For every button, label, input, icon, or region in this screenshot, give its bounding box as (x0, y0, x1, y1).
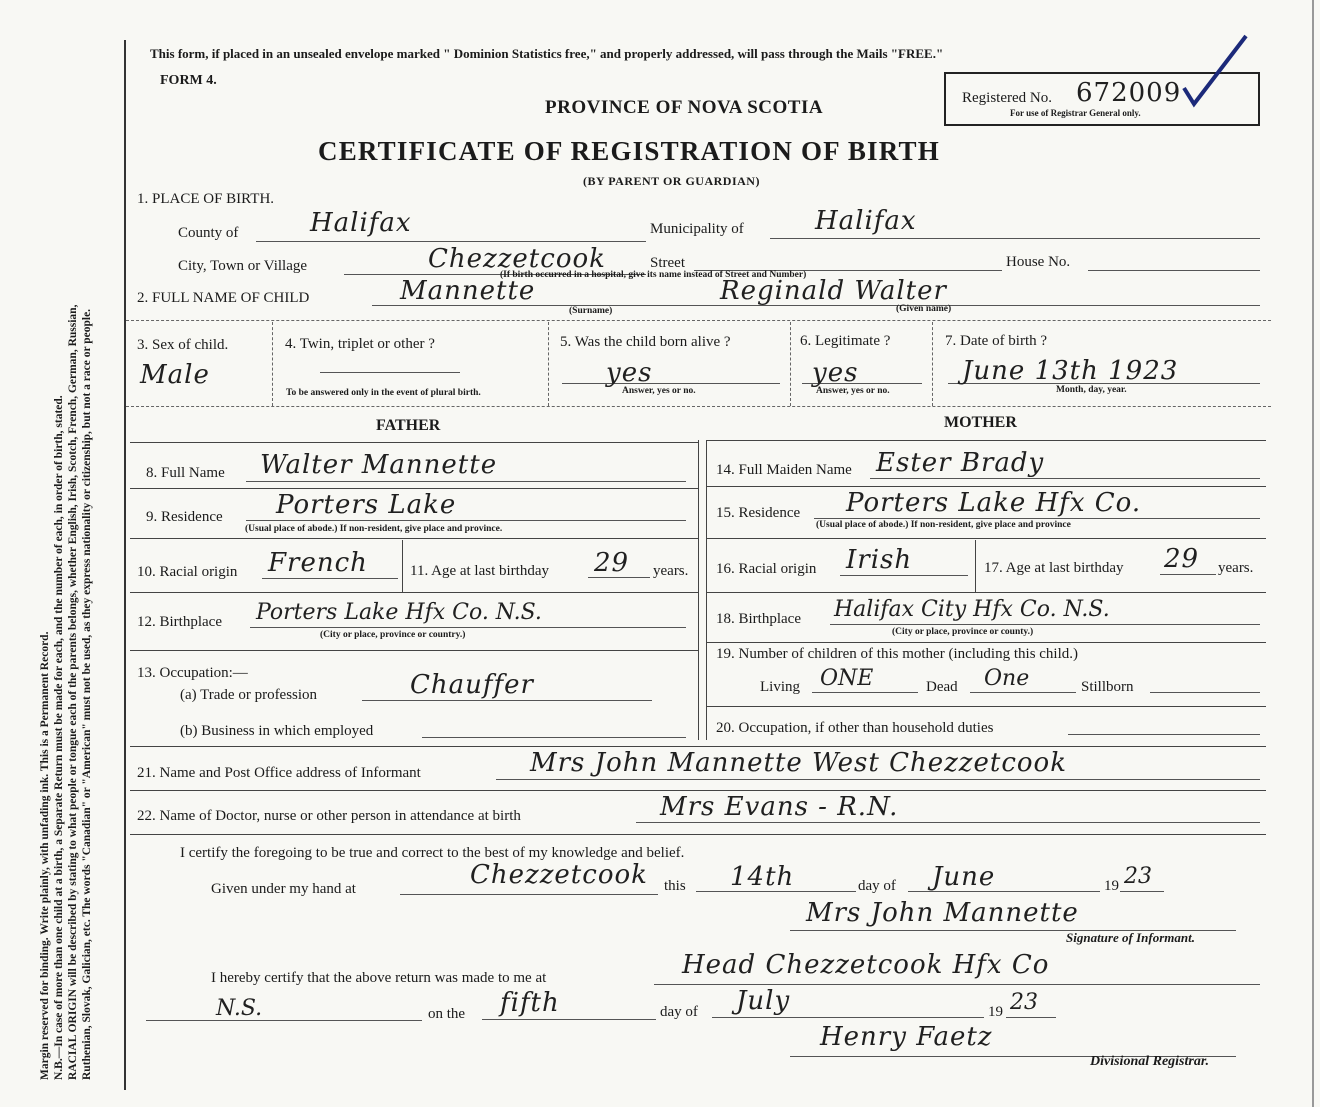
street-label: Street (650, 255, 685, 271)
year-prefix: 19 (1104, 878, 1119, 894)
city-label: City, Town or Village (178, 258, 308, 274)
father-racial-value: French (268, 548, 368, 578)
mother-occupation-label: 20. Occupation, if other than household duties (716, 720, 994, 736)
legitimate-value: yes (812, 358, 859, 388)
doctor-label: 22. Name of Doctor, nurse or other person in attendance at birth (137, 808, 521, 824)
alive-value: yes (606, 358, 653, 388)
father-city-note: (City or place, province or country.) (320, 630, 466, 640)
given-day-value: 14th (730, 862, 795, 892)
registrar-year-prefix: 19 (988, 1004, 1003, 1020)
mother-name-label: 14. Full Maiden Name (716, 462, 852, 478)
mother-birthplace-value: Halifax City Hfx Co. N.S. (834, 597, 1110, 622)
twin-note: To be answered only in the event of plural birth. (286, 388, 481, 398)
province-heading: PROVINCE OF NOVA SCOTIA (545, 97, 824, 118)
mother-age-value: 29 (1164, 544, 1200, 574)
hospital-note: (If birth occurred in a hospital, give its name instead of Street and Number) (500, 270, 807, 280)
father-trade-label: (a) Trade or profession (180, 687, 318, 703)
informant-signature: Mrs John Mannette (806, 898, 1079, 928)
father-years-label: years. (653, 563, 689, 579)
municipality-value: Halifax (815, 206, 917, 236)
registrar-year-value: 23 (1010, 990, 1038, 1015)
city-value: Chezzetcook (428, 244, 606, 274)
certificate-title: CERTIFICATE OF REGISTRATION OF BIRTH (318, 136, 940, 166)
given-month-value: June (932, 862, 996, 892)
informant-signature-caption: Signature of Informant. (1066, 930, 1195, 945)
father-residence-value: Porters Lake (276, 490, 457, 520)
margin-note-2: N.B.—In case of more than one child at a birth, a Separate Return must be made for each, and the number of each, in order of birth, stated. (53, 395, 65, 1080)
child-given-name: Reginald Walter (720, 276, 947, 306)
municipality-label: Municipality of (650, 221, 744, 237)
father-abode-note: (Usual place of abode.) If non-resident, give place and province. (245, 524, 503, 534)
mother-years-label: years. (1218, 560, 1254, 576)
binding-margin-line (124, 40, 126, 1090)
margin-note-1: Margin reserved for binding. Write plainly, with unfading ink. This is a Permanent Record. (39, 631, 51, 1080)
twin-label: 4. Twin, triplet or other ? (285, 336, 435, 352)
registration-note: For use of Registrar General only. (1010, 108, 1141, 118)
father-heading: FATHER (376, 417, 441, 434)
county-value: Halifax (310, 208, 412, 238)
mother-age-label: 17. Age at last birthday (984, 560, 1124, 576)
house-label: House No. (1006, 254, 1071, 270)
registrar-day-of-label: day of (660, 1004, 698, 1020)
father-name-value: Walter Mannette (260, 450, 498, 480)
registrar-signature: Henry Faetz (820, 1022, 993, 1052)
registrar-caption: Divisional Registrar. (1090, 1054, 1210, 1069)
certificate-subtitle: (BY PARENT OR GUARDIAN) (583, 174, 760, 188)
informant-label: 21. Name and Post Office address of Informant (137, 765, 421, 781)
form-number: FORM 4. (160, 73, 217, 88)
alive-label: 5. Was the child born alive ? (560, 334, 731, 350)
father-trade-value: Chauffer (410, 670, 534, 700)
father-business-label: (b) Business in which employed (180, 723, 374, 739)
father-name-label: 8. Full Name (146, 465, 225, 481)
postal-notice: This form, if placed in an unsealed envelope marked " Dominion Statistics free," and properly addressed, will pass through the Mails "FREE." (150, 46, 944, 61)
day-of-label: day of (858, 878, 896, 894)
father-birthplace-label: 12. Birthplace (137, 614, 222, 630)
on-the-label: on the (428, 1006, 466, 1022)
father-occupation-label: 13. Occupation:— (137, 665, 248, 681)
registrar-place-value-2: N.S. (216, 996, 263, 1021)
registrar-place-value: Head Chezzetcook Hfx Co (682, 950, 1050, 980)
dob-label: 7. Date of birth ? (945, 333, 1048, 349)
mother-residence-label: 15. Residence (716, 505, 801, 521)
sex-value: Male (140, 360, 210, 390)
father-age-value: 29 (594, 548, 630, 578)
given-year-value: 23 (1124, 864, 1152, 889)
page-edge (1312, 0, 1314, 1107)
registrar-statement: I hereby certify that the above return was made to me at (211, 970, 547, 986)
check-mark-icon (1180, 30, 1250, 110)
dead-label: Dead (926, 679, 958, 695)
father-age-label: 11. Age at last birthday (410, 563, 549, 579)
father-residence-label: 9. Residence (146, 509, 223, 525)
stillborn-label: Stillborn (1081, 679, 1134, 695)
registrar-day-value: fifth (500, 988, 560, 1018)
given-label: Given under my hand at (211, 881, 356, 897)
mother-heading: MOTHER (944, 414, 1017, 431)
place-of-birth-heading: 1. PLACE OF BIRTH. (137, 191, 275, 207)
margin-notes (38, 20, 94, 1080)
mother-birthplace-label: 18. Birthplace (716, 611, 801, 627)
informant-value: Mrs John Mannette West Chezzetcook (530, 748, 1067, 778)
certify-statement: I certify the foregoing to be true and correct to the best of my knowledge and belief. (180, 845, 685, 861)
alive-caption: Answer, yes or no. (622, 386, 696, 396)
this-label: this (664, 878, 686, 894)
living-label: Living (760, 679, 800, 695)
sex-label: 3. Sex of child. (137, 337, 229, 353)
legitimate-label: 6. Legitimate ? (800, 333, 891, 349)
mother-residence-value: Porters Lake Hfx Co. (846, 488, 1142, 518)
legitimate-caption: Answer, yes or no. (816, 386, 890, 396)
mother-racial-value: Irish (846, 545, 913, 575)
father-birthplace-value: Porters Lake Hfx Co. N.S. (256, 600, 542, 625)
registrar-month-value: July (736, 986, 791, 1016)
margin-note-4: Ruthenian, Slovak, Galician, etc. The words "Canadian" or "American" must not be used, as they express nationality or citizenship, but not a race or people. (81, 308, 93, 1080)
dob-value: June 13th 1923 (962, 356, 1179, 386)
county-label: County of (178, 225, 239, 241)
registered-number: 672009 (1076, 78, 1182, 108)
child-name-label: 2. FULL NAME OF CHILD (137, 290, 310, 306)
registered-label: Registered No. (962, 90, 1052, 106)
mother-racial-label: 16. Racial origin (716, 561, 817, 577)
dob-caption: Month, day, year. (1056, 385, 1127, 395)
given-name-caption: (Given name) (896, 304, 952, 314)
living-value: ONE (820, 666, 874, 691)
mother-city-note: (City or place, province or county.) (892, 627, 1034, 637)
mother-children-label: 19. Number of children of this mother (including this child.) (716, 646, 1079, 662)
child-surname: Mannette (400, 276, 536, 306)
surname-caption: (Surname) (569, 306, 613, 316)
doctor-value: Mrs Evans - R.N. (660, 792, 899, 822)
margin-note-3: RACIAL ORIGIN will be described by stating to what people or tongue each of the parents belongs, whether English, Irish, Scotch, French, German, Russian, (67, 304, 79, 1080)
dead-value: One (984, 666, 1030, 691)
given-place-value: Chezzetcook (470, 860, 648, 890)
father-racial-label: 10. Racial origin (137, 564, 238, 580)
mother-abode-note: (Usual place of abode.) If non-resident, give place and province (816, 520, 1071, 530)
mother-name-value: Ester Brady (876, 448, 1045, 478)
